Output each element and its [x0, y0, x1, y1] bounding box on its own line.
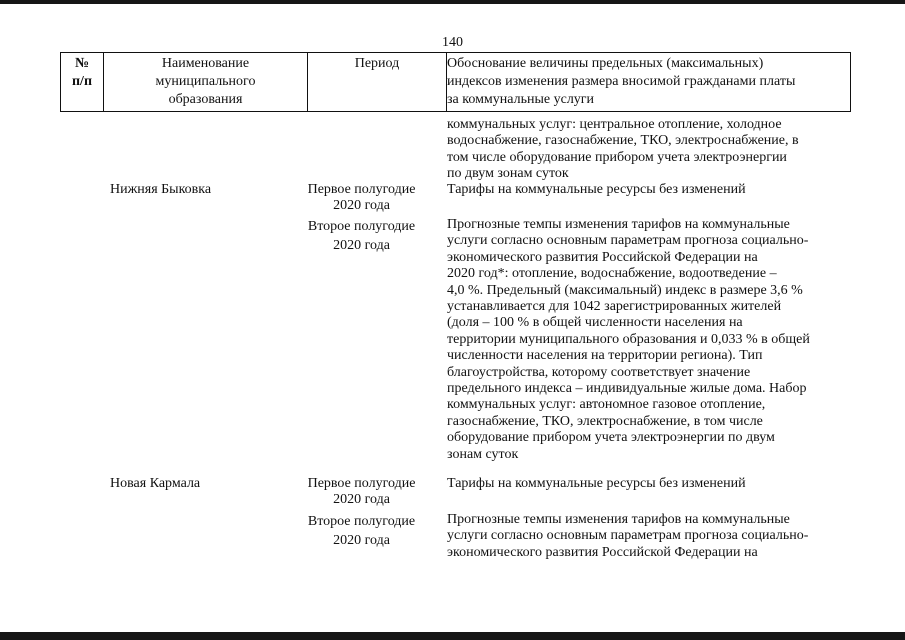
- table-header: [60, 52, 851, 112]
- justification-first-half: Тарифы на коммунальные ресурсы без изменений: [447, 182, 746, 197]
- page-number: 140: [442, 35, 463, 50]
- municipality-name: Новая Кармала: [110, 476, 201, 491]
- continuation-text: коммунальных услуг: центральное отопление, холодное водоснабжение, газоснабжение, ТКО, электроснабжение, в том числе оборудование прибором учета электроэнергии по двум зонам суток: [447, 117, 799, 182]
- justification-second-half: Прогнозные темпы изменения тарифов на коммунальные услуги согласно основным параметрам прогноза социально- экономического развития Российской Федерации на 2020 год*: отопление, водоснабжение, водоотведение – 4,0 %. Предельный (максимальный) индекс в размере 3,6 % устанавливается для 1042 зарегистрированных жителей (доля – 100 % в общей численности населения на территории муниципального образования и 0,033 % в общей численности населения на территории региона). Тип благоустройства, которому соответствует значение предельного индекса – индивидуальные жилые дома. Набор коммунальных услуг: автономное газовое отопление, газоснабжение, ТКО, электроснабжение, в том числе оборудование прибором учета электроэнергии по двум зонам суток: [447, 217, 810, 462]
- header-municipality: Наименование муниципального образования: [155, 56, 256, 107]
- period-second-half: Второе полугодие 2020 года: [307, 514, 416, 548]
- period-first-half: Первое полугодие 2020 года: [307, 476, 416, 508]
- justification-second-half: Прогнозные темпы изменения тарифов на коммунальные услуги согласно основным параметрам прогноза социально- экономического развития Российской Федерации на: [447, 512, 809, 560]
- period-second-half: Второе полугодие 2020 года: [307, 219, 416, 253]
- municipality-name: Нижняя Быковка: [110, 182, 212, 197]
- scan-bottom-edge: [0, 632, 905, 640]
- header-period: Период: [354, 56, 400, 71]
- header-justification: Обоснование величины предельных (максимальных) индексов изменения размера вносимой гражданами платы за коммунальные услуги: [447, 56, 796, 107]
- period-first-half: Первое полугодие 2020 года: [307, 182, 416, 214]
- header-number: № п/п: [71, 56, 93, 89]
- justification-first-half: Тарифы на коммунальные ресурсы без изменений: [447, 476, 746, 491]
- scan-top-edge: [0, 0, 905, 4]
